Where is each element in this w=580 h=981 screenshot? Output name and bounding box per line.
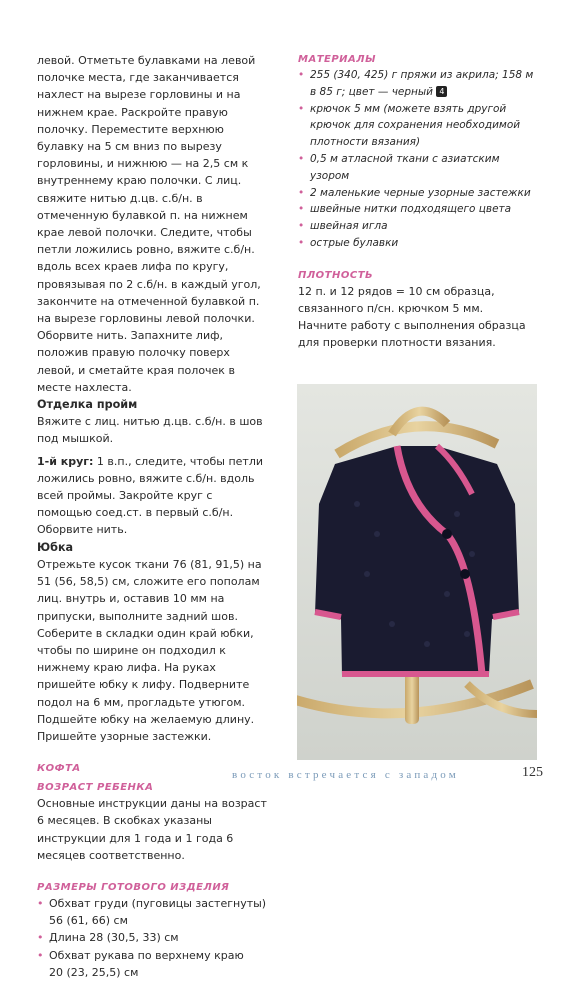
size-label: Обхват рукава по верхнему краю	[49, 948, 244, 962]
intro-paragraph: левой. Отметьте булавками на левой полочке места, где заканчивается нахлест на вырезе горловины и на нижнем крае. Раскройте правую полочку. Переместите верхнюю булавку на 5 см вниз по вырезу горловины, и нижнюю — на 2,5 см к внутреннему краю полочки. С лиц. свяжите нитью д.цв. с.б/н. в отмеченную булавкой п. на нижнем крае левой полочки. Следите, чтобы петли ложились ровно, вяжите с.б/н. вдоль всех краев лифа по кругу, провязывая по 2 с.б/н. в каждый угол, закончите на отмеченной булавкой п. на вырезе горловины левой полочки. Оборвите нить. Запахните лиф, положив правую полочку поверх левой, и сметайте края полочек в месте нахлеста.	[37, 54, 261, 394]
material-item	[298, 151, 538, 185]
kofta-heading: КОФТА	[37, 763, 81, 775]
material-item	[298, 201, 538, 218]
material-text: 0,5 м атласной ткани с азиатским узором	[310, 152, 500, 182]
age-heading: ВОЗРАСТ РЕБЕНКА	[37, 782, 154, 794]
footer-title: восток встречается с западом	[232, 769, 459, 781]
materials-list	[298, 67, 538, 252]
size-value: 56 (61, 66) см	[49, 914, 128, 928]
page-number: 125	[522, 765, 543, 780]
material-text: острые булавки	[310, 236, 399, 249]
cardigan-illustration	[297, 384, 537, 760]
yarn-weight-badge: 4	[436, 86, 447, 97]
age-paragraph: Основные инструкции даны на возраст 6 месяцев. В скобках указаны инструкции для 1 года и 1 года 6 месяцев соответственно.	[37, 797, 267, 862]
round-label: 1-й круг:	[37, 454, 94, 468]
material-item	[298, 235, 538, 252]
right-column	[298, 52, 538, 352]
gauge-paragraph: 12 п. и 12 рядов = 10 см образца, связанного п/сн. крючком 5 мм.	[298, 284, 495, 315]
material-item	[298, 67, 538, 101]
left-column	[37, 52, 269, 981]
material-text: крючок 5 мм (можете взять другой крючок для сохранения необходимой плотности вязания)	[310, 102, 521, 149]
material-text: швейная игла	[310, 220, 388, 233]
material-item	[298, 101, 538, 151]
sizes-list	[37, 895, 269, 981]
sizes-heading: РАЗМЕРЫ ГОТОВОГО ИЗДЕЛИЯ	[37, 881, 230, 893]
armhole-heading: Отделка пройм	[37, 398, 138, 412]
size-item-sleeve	[37, 947, 269, 981]
cardigan-photo	[297, 384, 537, 760]
round-text: 1 в.п., следите, чтобы петли ложились ровно, вяжите с.б/н. вдоль всей проймы. Закройте круг с помощью соед.ст. в первый с.б/н. Оборвите нить.	[37, 454, 263, 537]
material-text: 255 (340, 425) г пряжи из акрила; 158 м в 85 г; цвет — черный	[310, 69, 534, 98]
skirt-heading: Юбка	[37, 540, 74, 554]
size-item-chest	[37, 895, 269, 929]
size-label: Длина 28 (30,5, 33) см	[49, 931, 179, 945]
gauge-heading: ПЛОТНОСТЬ	[298, 269, 374, 281]
skirt-paragraph: Отрежьте кусок ткани 76 (81, 91,5) на 51 (56, 58,5) см, сложите его пополам лиц. внутрь и, оставив 10 мм на припуски, выполните задний шов. Соберите в складки один край юбки, чтобы по ширине он подходил к нижнему краю лифа. На руках пришейте юбку к лифу. Подверните подол на 6 мм, прогладьте утюгом. Подшейте юбку на желаемую длину.	[37, 557, 262, 726]
skirt-paragraph-2: Пришейте узорные застежки.	[37, 729, 212, 743]
material-item	[298, 218, 538, 235]
gauge-paragraph-2: Начните работу с выполнения образца для проверки плотности вязания.	[298, 319, 526, 350]
materials-heading: МАТЕРИАЛЫ	[298, 54, 376, 65]
round-paragraph	[37, 453, 269, 539]
size-item-length	[37, 929, 269, 946]
size-label: Обхват груди (пуговицы застегнуты)	[49, 896, 267, 910]
size-value: 20 (23, 25,5) см	[49, 965, 139, 979]
material-text: швейные нитки подходящего цвета	[310, 203, 512, 216]
material-item	[298, 185, 538, 202]
material-text: 2 маленькие черные узорные застежки	[310, 186, 531, 199]
armhole-paragraph: Вяжите с лиц. нитью д.цв. с.б/н. в шов под мышкой.	[37, 415, 263, 446]
